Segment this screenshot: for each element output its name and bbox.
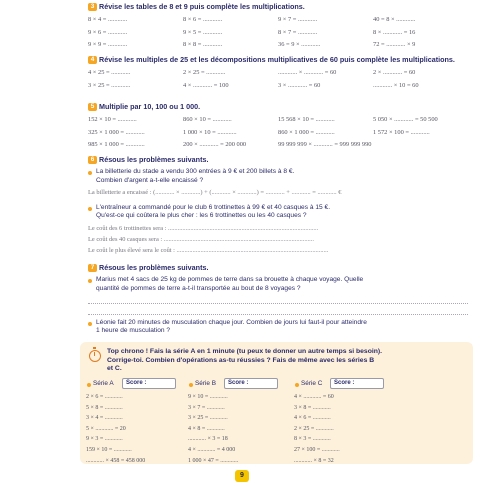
- problem-2: [88, 204, 468, 256]
- exercise-item[interactable]: ............ × ............ = 60: [278, 69, 337, 77]
- chrono-row[interactable]: 27 × 100 = ............: [294, 446, 340, 453]
- bullet-icon: [88, 171, 92, 175]
- problem-question: Combien d'argent a-t-elle encaissé ?: [96, 176, 204, 184]
- chrono-row[interactable]: 159 × 10 = ............: [86, 446, 132, 453]
- problem-text: La billetterie du stade a vendu 300 entrées à 9 € et 200 billets à 8 €.: [96, 168, 295, 176]
- problem-text: Marius met 4 sacs de 25 kg de pommes de terre dans sa brouette à chaque voyage. Quelle: [96, 276, 364, 284]
- exercise-item[interactable]: 99 999 999 × ............ = 999 999 990: [278, 140, 372, 148]
- chrono-row[interactable]: 3 × 4 = ............: [86, 415, 123, 422]
- answer-line[interactable]: La billetterie a encaissé : (............ × ............) + (............ × ............) = ............ + ............ = ............ €: [88, 189, 342, 197]
- exercise-item[interactable]: 40 = 8 × ............: [373, 16, 416, 24]
- exercise-item[interactable]: 8 × ............ = 16: [373, 28, 416, 36]
- problem-question: 1 heure de musculation ?: [96, 327, 171, 335]
- exercise-item[interactable]: 15 568 × 10 = ............: [278, 116, 335, 124]
- exercise-title: Résous les problèmes suivants.: [99, 263, 209, 272]
- problem-1: [88, 168, 468, 198]
- series-title: Série C: [301, 379, 323, 387]
- series-title: Série A: [93, 379, 114, 387]
- exercise-item[interactable]: 2 × ............ = 60: [373, 69, 416, 77]
- page-number: 9: [235, 470, 249, 482]
- stopwatch-icon: [89, 350, 101, 362]
- problem-text: L'entraîneur a commandé pour le club 6 trottinettes à 99 € et 40 casques à 15 €.: [96, 204, 331, 212]
- exercise-grid: [88, 14, 468, 51]
- problem-question: quantité de pommes de terre a-t-il transportée au bout de 8 voyages ?: [96, 284, 301, 292]
- exercise-number-badge: 4: [88, 56, 97, 64]
- series-c: [294, 377, 412, 466]
- chrono-row[interactable]: 5 × 8 = ............: [86, 404, 123, 411]
- exercise-item[interactable]: 325 × 1 000 = ............: [88, 128, 145, 136]
- exercise-number-badge: 3: [88, 3, 97, 11]
- top-chrono-box: [80, 342, 473, 464]
- series-b: [188, 377, 306, 466]
- exercise-item[interactable]: 8 × 4 = ............: [88, 16, 128, 24]
- exercise-item[interactable]: 985 × 1 000 = ............: [88, 140, 145, 148]
- exercise-item[interactable]: 3 × 25 = ............: [88, 81, 131, 89]
- exercise-item[interactable]: 5 050 × ............ = 50 500: [373, 116, 438, 124]
- series-a: [86, 377, 204, 466]
- bullet-icon: [88, 207, 92, 211]
- score-field[interactable]: Score :: [330, 378, 384, 389]
- answer-line[interactable]: Le coût des 40 casques sera : ..............................................................................................: [88, 235, 314, 243]
- exercise-item[interactable]: 8 × 8 = ............: [183, 40, 223, 48]
- exercise-item[interactable]: 2 × 25 = ............: [183, 69, 226, 77]
- exercise-item[interactable]: 860 × 10 = ............: [183, 116, 232, 124]
- exercise-item[interactable]: 860 × 1 000 = ............: [278, 128, 335, 136]
- exercise-item[interactable]: 72 = ............ × 9: [373, 40, 416, 48]
- chrono-row[interactable]: 3 × 7 = ............: [188, 404, 225, 411]
- exercise-item[interactable]: 200 × ............ = 200 000: [183, 140, 247, 148]
- exercise-item[interactable]: 9 × 6 = ............: [88, 28, 128, 36]
- exercise-item[interactable]: 4 × ............ = 100: [183, 81, 229, 89]
- chrono-row[interactable]: 3 × 25 = ............: [188, 415, 228, 422]
- chrono-row[interactable]: 8 × 3 = ............: [294, 436, 331, 443]
- answer-line[interactable]: Le coût le plus élevé sera le coût : ...............................................................................................: [88, 246, 329, 254]
- chrono-row[interactable]: ............ × 458 = 458 000: [86, 457, 146, 464]
- exercise-item[interactable]: 9 × 5 = ............: [183, 28, 223, 36]
- exercise-number-badge: 6: [88, 156, 97, 164]
- problem-question: Qu'est-ce qui coûtera le plus cher : les 6 trottinettes ou les 40 casques ?: [96, 212, 307, 220]
- exercise-item[interactable]: 1 572 × 100 = ............: [373, 128, 430, 136]
- chrono-row[interactable]: 4 × 8 = ............: [188, 425, 225, 432]
- exercise-item[interactable]: 36 = 9 × ............: [278, 40, 321, 48]
- chrono-row[interactable]: ............ × 8 = 32: [294, 457, 334, 464]
- answer-line[interactable]: [88, 306, 468, 315]
- problem-text: Léonie fait 20 minutes de musculation chaque jour. Combien de jours lui faut-il pour atteindre: [96, 319, 367, 327]
- chrono-row[interactable]: 4 × ............ = 60: [294, 394, 334, 400]
- exercise-item[interactable]: 9 × 7 = ............: [278, 16, 318, 24]
- chrono-row[interactable]: 4 × ............ = 4 000: [188, 446, 236, 453]
- exercise-item[interactable]: 152 × 10 = ............: [88, 116, 137, 124]
- exercise-5: [88, 103, 468, 151]
- exercise-item[interactable]: 8 × 6 = ............: [183, 16, 223, 24]
- exercise-grid: [88, 67, 468, 92]
- exercise-title: Résous les problèmes suivants.: [99, 155, 209, 164]
- bullet-icon: [88, 322, 92, 326]
- exercise-number-badge: 7: [88, 264, 97, 272]
- answer-line[interactable]: [88, 295, 468, 304]
- chrono-row[interactable]: 2 × 6 = ............: [86, 394, 123, 400]
- exercise-title: Multiplie par 10, 100 ou 1 000.: [99, 102, 201, 111]
- chrono-row[interactable]: 4 × 6 = ............: [294, 415, 331, 422]
- chrono-row[interactable]: 2 × 25 = ............: [294, 425, 334, 432]
- score-field[interactable]: Score :: [122, 378, 176, 389]
- bullet-icon: [87, 383, 91, 387]
- chrono-row[interactable]: 9 × 10 = ............: [188, 394, 228, 400]
- exercise-7: [88, 264, 468, 347]
- chrono-row[interactable]: 3 × 8 = ............: [294, 404, 331, 411]
- bullet-icon: [88, 279, 92, 283]
- exercise-4: [88, 56, 468, 92]
- problem-1: [88, 276, 468, 315]
- bullet-icon: [189, 383, 193, 387]
- chrono-row[interactable]: 9 × 3 = ............: [86, 436, 123, 443]
- exercise-title: Révise les multiples de 25 et les décompositions multiplicatives de 60 puis complète les multiplications.: [99, 55, 455, 64]
- chrono-row[interactable]: 5 × ............ = 20: [86, 425, 126, 432]
- exercise-item[interactable]: 8 × 7 = ............: [278, 28, 318, 36]
- exercise-item[interactable]: 4 × 25 = ............: [88, 69, 131, 77]
- exercise-title: Révise les tables de 8 et 9 puis complète les multiplications.: [99, 2, 305, 11]
- exercise-item[interactable]: 1 000 × 10 = ............: [183, 128, 237, 136]
- exercise-grid: [88, 114, 468, 151]
- exercise-3: [88, 3, 468, 51]
- exercise-number-badge: 5: [88, 103, 97, 111]
- chrono-row[interactable]: ............ × 3 = 18: [188, 436, 228, 443]
- series-title: Série B: [195, 379, 216, 387]
- chrono-row[interactable]: 1 000 × 47 = ............: [188, 457, 239, 464]
- exercise-item[interactable]: 9 × 9 = ............: [88, 40, 128, 48]
- exercise-6: [88, 156, 468, 256]
- chrono-instructions: Top chrono ! Fais la série A en 1 minute (tu peux te donner un autre temps si besoin). Corrige-toi. Combien d'opérations as-tu réussies ? Fais de même avec les séries B et C.: [107, 348, 383, 373]
- bullet-icon: [295, 383, 299, 387]
- answer-line[interactable]: Le coût des 6 trottinettes sera : ..............................................................................................: [88, 224, 319, 232]
- exercise-item[interactable]: 3 × ............ = 60: [278, 81, 321, 89]
- score-field[interactable]: Score :: [224, 378, 278, 389]
- exercise-item[interactable]: ............ × 10 = 60: [373, 81, 419, 89]
